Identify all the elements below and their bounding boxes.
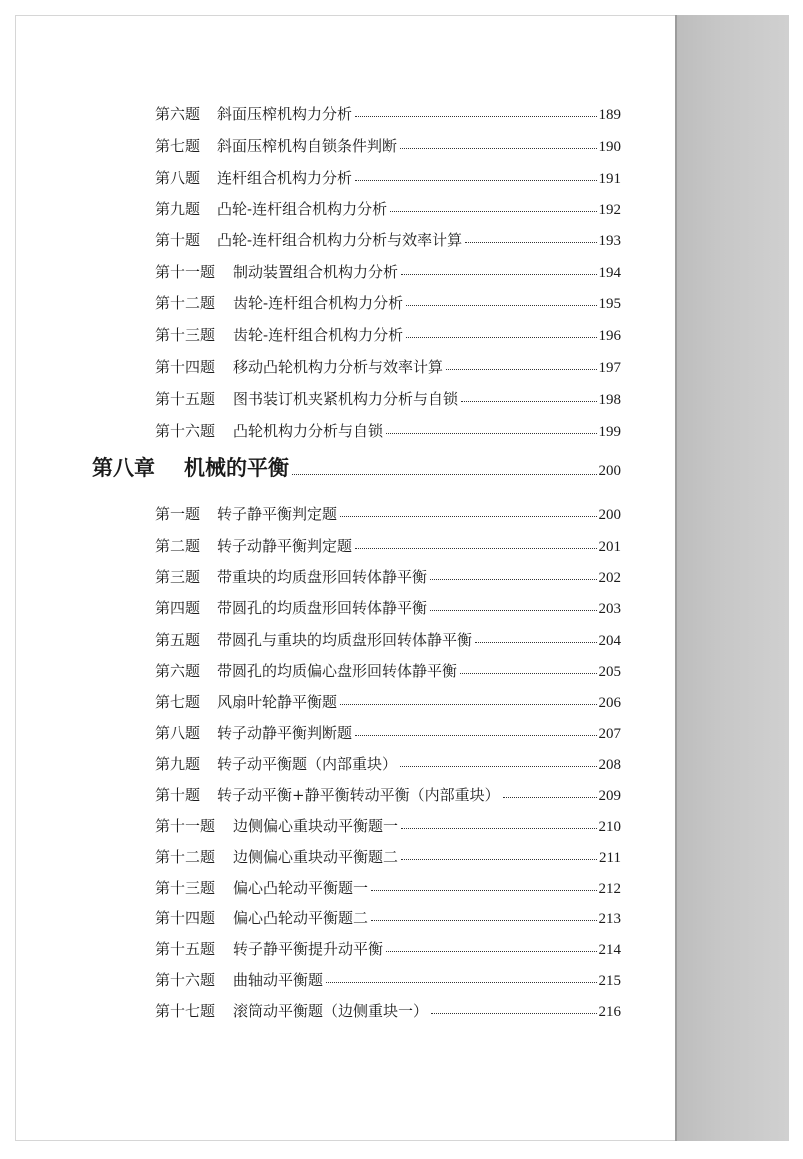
entry-title: 转子动静平衡判定题 [217,537,353,555]
entry-title: 偏心凸轮动平衡题一 [233,879,369,897]
dot-leader [461,401,596,402]
dot-leader [355,548,596,549]
entry-page: 210 [598,819,621,835]
entry-number: 第七题 [155,693,201,711]
entry-page: 214 [598,942,621,958]
dot-leader [355,180,596,181]
dot-leader [460,673,596,674]
entry-number: 第三题 [155,568,201,586]
entry-page: 216 [598,1004,621,1020]
dot-leader [371,890,596,891]
dot-leader [430,579,596,580]
entry-number: 第十四题 [155,358,216,376]
chapter-page: 200 [598,463,621,479]
toc-entry[interactable] [155,816,621,837]
toc-entry[interactable] [155,199,621,220]
toc-entry[interactable] [155,104,621,125]
entry-page: 213 [598,911,621,927]
entry-title: 曲轴动平衡题 [233,971,324,989]
entry-page: 211 [599,850,621,866]
entry-title: 转子静平衡提升动平衡 [233,940,384,958]
dot-leader [355,735,596,736]
entry-title: 斜面压榨机构自锁条件判断 [217,137,398,155]
toc-entry[interactable] [155,939,621,960]
entry-number: 第十一题 [155,817,216,835]
entry-number: 第十三题 [155,879,216,897]
entry-page: 191 [598,171,621,187]
entry-page: 196 [598,328,621,344]
dot-leader [446,369,596,370]
entry-number: 第六题 [155,662,201,680]
toc-entry[interactable] [155,723,621,744]
entry-title: 带圆孔与重块的均质盘形回转体静平衡 [217,631,473,649]
entry-number: 第十题 [155,231,201,249]
toc-entry[interactable] [155,567,621,588]
dot-leader [406,305,596,306]
entry-page: 207 [598,726,621,742]
entry-page: 190 [598,139,621,155]
entry-number: 第十五题 [155,390,216,408]
entry-title: 转子动平衡题（内部重块） [217,755,398,773]
entry-title: 凸轮-连杆组合机构力分析与效率计算 [217,231,463,249]
toc-entry[interactable] [155,785,621,806]
entry-number: 第九题 [155,755,201,773]
toc-entry[interactable] [155,1001,621,1022]
entry-number: 第五题 [155,631,201,649]
entry-number: 第八题 [155,724,201,742]
dot-leader [386,951,596,952]
dot-leader [292,474,597,475]
dot-leader [371,920,596,921]
entry-number: 第十七题 [155,1002,216,1020]
dot-leader [401,828,596,829]
dot-leader [401,274,596,275]
entry-title: 转子动静平衡判断题 [217,724,353,742]
toc-entry[interactable] [155,168,621,189]
entry-number: 第十二题 [155,294,216,312]
entry-page: 199 [598,424,621,440]
entry-page: 192 [598,202,621,218]
entry-number: 第十六题 [155,422,216,440]
toc-entry[interactable] [155,878,621,899]
dot-leader [400,766,596,767]
entry-page: 215 [598,973,621,989]
entry-title: 图书装订机夹紧机构力分析与自锁 [233,390,459,408]
toc-entry[interactable] [155,630,621,651]
toc-entry[interactable] [155,230,621,251]
entry-title: 齿轮-连杆组合机构力分析 [233,294,404,312]
entry-number: 第六题 [155,105,201,123]
toc-entry[interactable] [155,970,621,991]
toc-entry[interactable] [155,692,621,713]
entry-number: 第八题 [155,169,201,187]
dot-leader [390,211,596,212]
entry-title: 带圆孔的均质偏心盘形回转体静平衡 [217,662,458,680]
chapter-title: 机械的平衡 [184,456,289,480]
dot-leader [431,1013,596,1014]
entry-number: 第十题 [155,786,201,804]
entry-title: 边侧偏心重块动平衡题一 [233,817,399,835]
toc-entry[interactable] [155,847,621,868]
toc-entry[interactable] [155,421,621,442]
entry-title: 凸轮-连杆组合机构力分析 [217,200,388,218]
toc-entry[interactable] [155,661,621,682]
entry-title: 齿轮-连杆组合机构力分析 [233,326,404,344]
entry-title: 凸轮机构力分析与自锁 [233,422,384,440]
entry-page: 202 [598,570,621,586]
toc-entry[interactable] [155,325,621,346]
entry-title: 连杆组合机构力分析 [217,169,353,187]
dot-leader [401,859,597,860]
dot-leader [326,982,596,983]
toc-entry[interactable] [155,389,621,410]
toc-entry[interactable] [155,504,621,525]
toc-chapter-heading[interactable] [92,455,621,484]
entry-number: 第十一题 [155,263,216,281]
entry-page: 198 [598,392,621,408]
entry-number: 第十五题 [155,940,216,958]
dot-leader [430,610,596,611]
dot-leader [475,642,596,643]
dot-leader [503,797,597,798]
entry-number: 第七题 [155,137,201,155]
dot-leader [406,337,596,338]
chapter-number: 第八章 [92,456,155,480]
toc-entry[interactable] [155,536,621,557]
toc-entry[interactable] [155,598,621,619]
entry-number: 第十三题 [155,326,216,344]
entry-title: 带圆孔的均质盘形回转体静平衡 [217,599,428,617]
entry-number: 第四题 [155,599,201,617]
entry-page: 200 [598,507,621,523]
entry-number: 第一题 [155,505,201,523]
entry-page: 197 [598,360,621,376]
entry-page: 194 [598,265,621,281]
toc-entry[interactable] [155,357,621,378]
toc-entry[interactable] [155,754,621,775]
entry-title: 风扇叶轮静平衡题 [217,693,338,711]
entry-number: 第十四题 [155,909,216,927]
entry-title: 斜面压榨机构力分析 [217,105,353,123]
entry-title: 带重块的均质盘形回转体静平衡 [217,568,428,586]
toc-entry[interactable] [155,262,621,283]
entry-page: 189 [598,107,621,123]
entry-title: 转子静平衡判定题 [217,505,338,523]
entry-number: 第二题 [155,537,201,555]
entry-title: 移动凸轮机构力分析与效率计算 [233,358,444,376]
entry-page: 204 [598,633,621,649]
entry-title: 转子动平衡+静平衡转动平衡（内部重块） [217,786,500,804]
entry-page: 193 [598,233,621,249]
entry-title: 偏心凸轮动平衡题二 [233,909,369,927]
entry-page: 208 [598,757,621,773]
dot-leader [355,116,596,117]
entry-number: 第十六题 [155,971,216,989]
entry-page: 206 [598,695,621,711]
entry-title: 制动装置组合机构力分析 [233,263,399,281]
entry-page: 212 [598,881,621,897]
dot-leader [465,242,596,243]
dot-leader [340,704,596,705]
entry-title: 滚筒动平衡题（边侧重块一） [233,1002,429,1020]
entry-title: 边侧偏心重块动平衡题二 [233,848,399,866]
dot-leader [340,516,596,517]
toc-entry[interactable] [155,136,621,157]
entry-page: 203 [598,601,621,617]
entry-page: 201 [598,539,621,555]
entry-page: 205 [598,664,621,680]
toc-entry[interactable] [155,293,621,314]
toc-entry[interactable] [155,908,621,929]
entry-page: 195 [598,296,621,312]
entry-page: 209 [598,788,621,804]
entry-number: 第九题 [155,200,201,218]
dot-leader [400,148,596,149]
entry-number: 第十二题 [155,848,216,866]
dot-leader [386,433,596,434]
